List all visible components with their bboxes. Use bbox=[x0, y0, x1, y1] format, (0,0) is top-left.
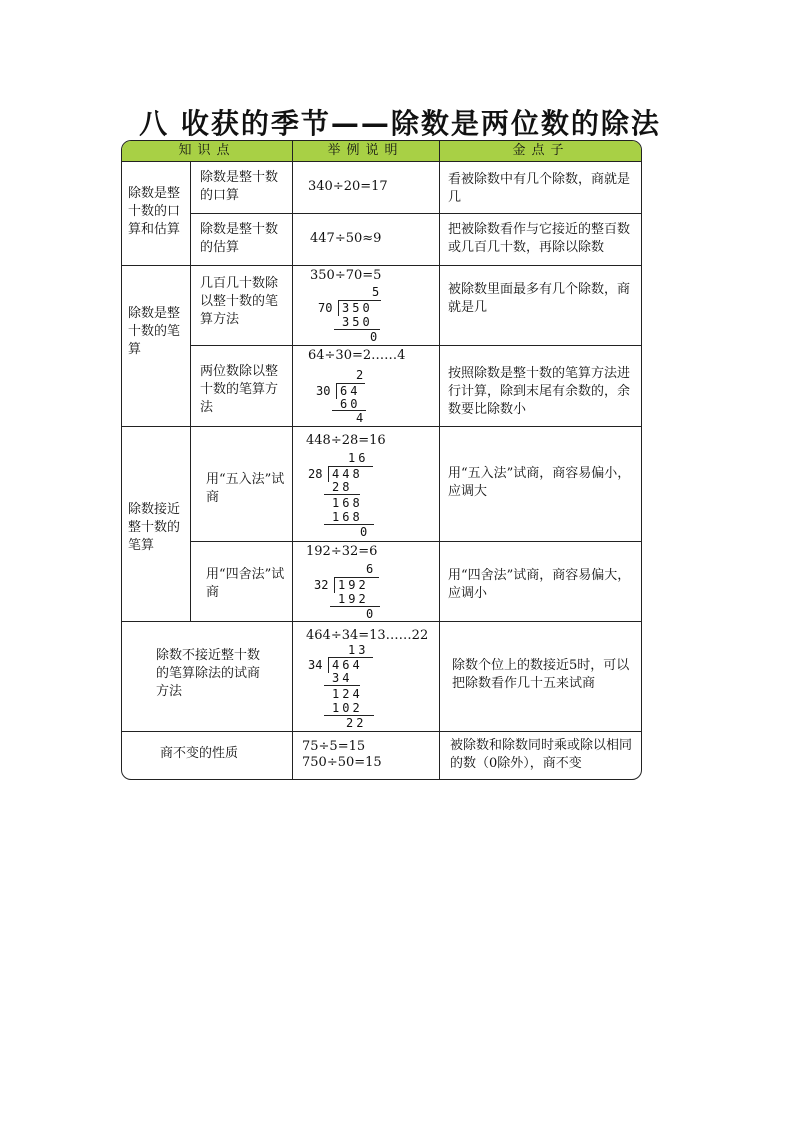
long-division-quotient: 5 bbox=[372, 285, 380, 299]
category-label: 除数不接近整十数的笔算除法的试商方法 bbox=[156, 648, 261, 699]
long-division-step: 0 bbox=[370, 330, 378, 344]
tip-text: 用“四舍法”试商，商容易偏大，应调小 bbox=[448, 568, 631, 601]
long-division-divisor: 70 bbox=[318, 301, 333, 315]
example-text: 750÷50=15 bbox=[302, 755, 382, 770]
long-division-step: 350 bbox=[342, 315, 373, 329]
category-label: 除数接近整十数的笔算 bbox=[128, 502, 181, 553]
long-division-step: 0 bbox=[360, 525, 368, 539]
tip-text: 被除数和除数同时乘或除以相同的数（0除外），商不变 bbox=[450, 738, 633, 771]
long-division-step: 34 bbox=[332, 671, 353, 685]
example-text: 464÷34=13……22 bbox=[306, 628, 429, 643]
page-title: 八 收获的季节——除数是两位数的除法 bbox=[139, 107, 661, 140]
long-division-quotient: 6 bbox=[366, 562, 374, 576]
row-divider bbox=[190, 213, 642, 214]
row-divider bbox=[122, 621, 642, 622]
long-division-step: 168 bbox=[332, 510, 363, 524]
example-text: 448÷28=16 bbox=[306, 433, 386, 448]
long-division-divisor: 30 bbox=[316, 384, 331, 398]
tip-text: 用“五入法”试商，商容易偏小，应调大 bbox=[448, 466, 631, 499]
division-line bbox=[324, 494, 360, 495]
header-example: 举例说明 bbox=[327, 143, 404, 158]
long-division-quotient: 2 bbox=[356, 368, 364, 382]
long-division-divisor: 28 bbox=[308, 467, 323, 481]
topic-label: 两位数除以整十数的笔算方法 bbox=[200, 364, 279, 415]
category-label: 商不变的性质 bbox=[160, 746, 239, 761]
category-label: 除数是整十数的口算和估算 bbox=[128, 186, 181, 237]
long-division-step: 4 bbox=[356, 411, 364, 425]
header-knowledge: 知识点 bbox=[178, 143, 236, 158]
long-division-dividend: 350 bbox=[342, 301, 373, 315]
example-text: 447÷50≈9 bbox=[310, 231, 382, 246]
long-division-quotient: 13 bbox=[348, 643, 369, 657]
long-division-dividend: 448 bbox=[332, 467, 363, 481]
tip-text: 除数个位上的数接近5时，可以把除数看作几十五来试商 bbox=[452, 658, 630, 691]
example-text: 192÷32=6 bbox=[306, 544, 378, 559]
division-line bbox=[324, 685, 360, 686]
table-header bbox=[122, 141, 641, 162]
row-divider bbox=[122, 731, 642, 732]
long-division-step: 60 bbox=[340, 397, 361, 411]
topic-label: 除数是整十数的口算 bbox=[200, 170, 279, 203]
column-divider bbox=[292, 141, 293, 780]
long-division-divisor: 34 bbox=[308, 658, 323, 672]
example-text: 75÷5=15 bbox=[302, 739, 366, 754]
row-divider bbox=[190, 345, 642, 346]
example-text: 350÷70=5 bbox=[310, 268, 382, 283]
row-divider bbox=[122, 265, 642, 266]
topic-label: 用“五入法”试商 bbox=[206, 472, 285, 505]
long-division-divisor: 32 bbox=[314, 578, 329, 592]
category-label: 除数是整十数的笔算 bbox=[128, 306, 181, 357]
long-division-step: 168 bbox=[332, 496, 363, 510]
example-text: 340÷20=17 bbox=[308, 179, 388, 194]
long-division-step: 28 bbox=[332, 480, 353, 494]
column-divider bbox=[190, 161, 191, 621]
tip-text: 被除数里面最多有几个除数，商就是几 bbox=[448, 282, 631, 315]
row-divider bbox=[190, 541, 642, 542]
row-divider bbox=[122, 426, 642, 427]
topic-label: 几百几十数除以整十数的笔算方法 bbox=[200, 276, 279, 327]
topic-label: 除数是整十数的估算 bbox=[200, 222, 279, 255]
example-text: 64÷30=2……4 bbox=[308, 348, 406, 363]
long-division-dividend: 192 bbox=[338, 578, 369, 592]
long-division-step: 22 bbox=[346, 716, 367, 730]
long-division-step: 0 bbox=[366, 607, 374, 621]
tip-text: 看被除数中有几个除数，商就是几 bbox=[448, 172, 631, 205]
column-divider bbox=[439, 141, 440, 780]
long-division-dividend: 464 bbox=[332, 658, 363, 672]
topic-label: 用“四舍法”试商 bbox=[206, 567, 285, 600]
long-division-step: 102 bbox=[332, 701, 363, 715]
long-division-step: 124 bbox=[332, 687, 363, 701]
header-tips: 金点子 bbox=[512, 143, 570, 158]
tip-text: 按照除数是整十数的笔算方法进行计算，除到末尾有余数的，余数要比除数小 bbox=[448, 366, 631, 417]
long-division-dividend: 64 bbox=[340, 384, 361, 398]
knowledge-table bbox=[121, 140, 642, 780]
long-division-quotient: 16 bbox=[348, 451, 369, 465]
tip-text: 把被除数看作与它接近的整百数或几百几十数，再除以除数 bbox=[448, 222, 631, 255]
long-division-step: 192 bbox=[338, 592, 369, 606]
